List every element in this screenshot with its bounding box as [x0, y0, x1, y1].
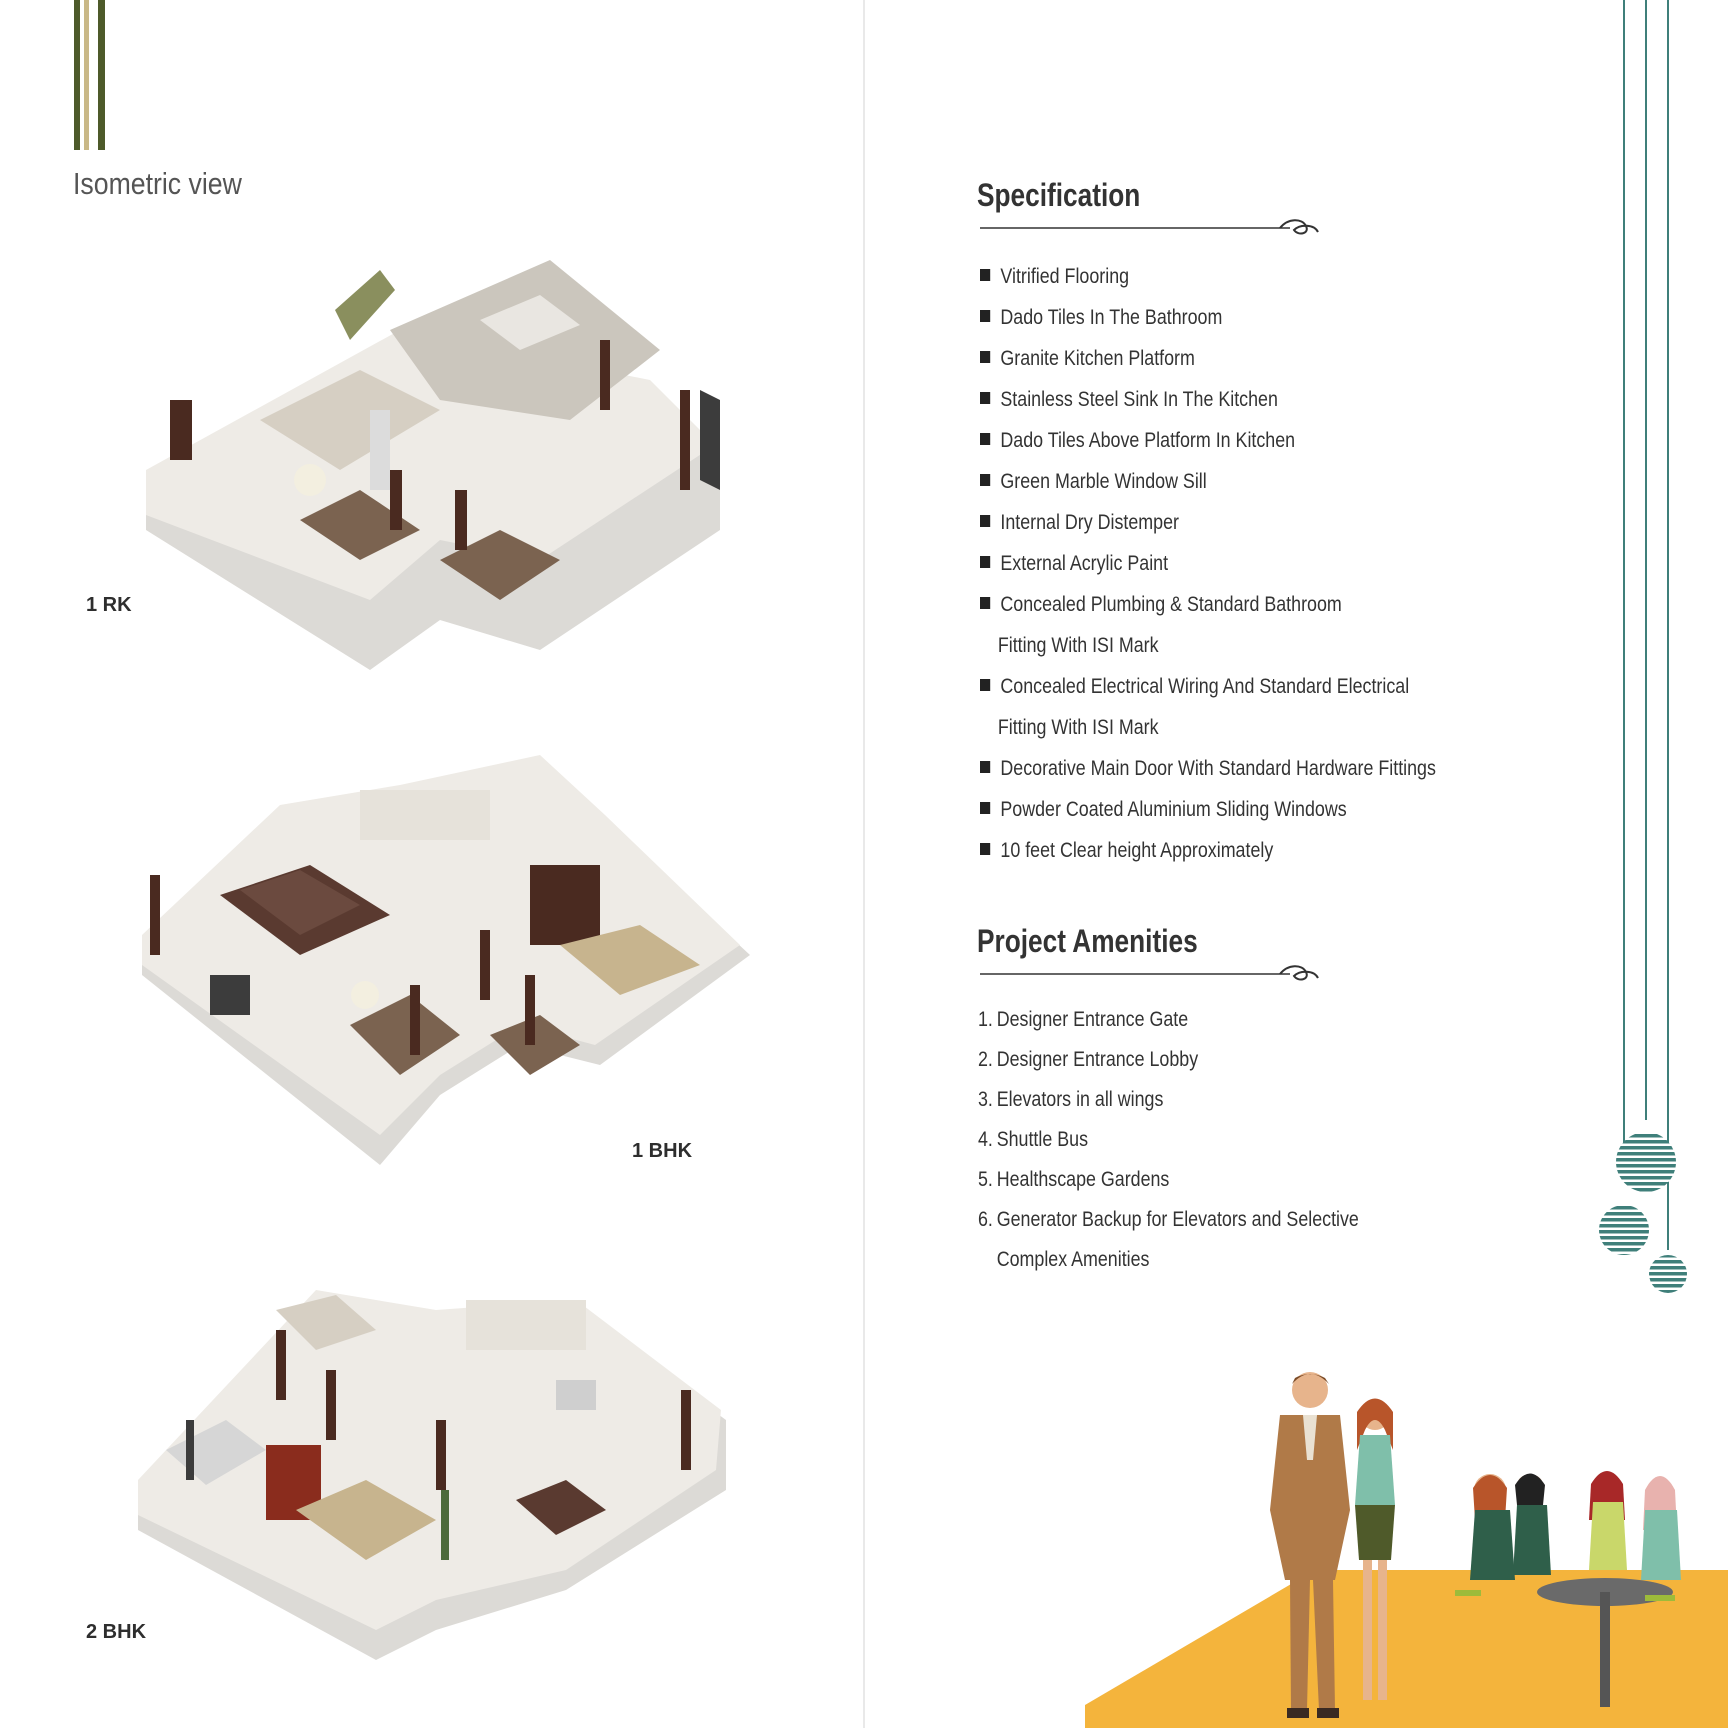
amenity-item: 3. Elevators in all wings: [978, 1088, 1164, 1111]
striped-globe-icon: [1599, 1205, 1649, 1255]
spec-item: Green Marble Window Sill: [980, 461, 1422, 502]
isometric-view-title: Isometric view: [73, 166, 242, 201]
square-bullet-icon: [980, 515, 990, 527]
amenities-rule-ornament: [980, 960, 1320, 984]
plan-label-1bhk: 1 BHK: [632, 1140, 693, 1162]
square-bullet-icon: [980, 556, 990, 568]
bar-olive-2: [98, 0, 105, 150]
striped-globe-icon: [1649, 1255, 1687, 1293]
plan-label-2bhk: 2 BHK: [86, 1621, 147, 1643]
amenity-item: 1. Designer Entrance Gate: [978, 1008, 1189, 1031]
bar-olive-1: [74, 0, 80, 150]
decorative-bars: [74, 0, 108, 150]
square-bullet-icon: [980, 269, 990, 281]
spec-item: Decorative Main Door With Standard Hardware Fittings: [980, 748, 1422, 789]
plan-label-1rk: 1 RK: [86, 594, 132, 616]
amenity-item: 6. Generator Backup for Elevators and Selective Complex Amenities: [978, 1208, 1359, 1271]
floor-plan-1bhk-illustration: [140, 755, 750, 1165]
square-bullet-icon: [980, 351, 990, 363]
square-bullet-icon: [980, 843, 990, 855]
spec-item: 10 feet Clear height Approximately: [980, 830, 1422, 871]
spec-item: External Acrylic Paint: [980, 543, 1422, 584]
square-bullet-icon: [980, 802, 990, 814]
amenity-item: 4. Shuttle Bus: [978, 1128, 1088, 1151]
bar-gold: [84, 0, 89, 150]
floor-plan-2bhk: [136, 1290, 736, 1660]
spec-item: Stainless Steel Sink In The Kitchen: [980, 379, 1422, 420]
spec-item: Concealed Electrical Wiring And Standard Electrical Fitting With ISI Mark: [980, 666, 1422, 748]
specification-heading: Specification: [977, 177, 1141, 213]
floor-plan-2bhk-illustration: [136, 1290, 736, 1660]
spec-item: Granite Kitchen Platform: [980, 338, 1422, 379]
spec-item: Internal Dry Distemper: [980, 502, 1422, 543]
square-bullet-icon: [980, 597, 990, 609]
square-bullet-icon: [980, 310, 990, 322]
spec-item: Dado Tiles Above Platform In Kitchen: [980, 420, 1422, 461]
amenities-heading: Project Amenities: [977, 923, 1198, 959]
specification-rule-ornament: [980, 214, 1320, 238]
spec-item: Concealed Plumbing & Standard Bathroom Fitting With ISI Mark: [980, 584, 1422, 666]
square-bullet-icon: [980, 433, 990, 445]
striped-globe-icon: [1616, 1132, 1676, 1192]
square-bullet-icon: [980, 392, 990, 404]
spec-item: Dado Tiles In The Bathroom: [980, 297, 1422, 338]
floor-plan-1rk-illustration: [140, 230, 730, 670]
square-bullet-icon: [980, 761, 990, 773]
amenities-list: [978, 1000, 1498, 1280]
spec-item: Vitrified Flooring: [980, 256, 1422, 297]
square-bullet-icon: [980, 474, 990, 486]
people-illustration: [1085, 1370, 1728, 1728]
amenity-item: 2. Designer Entrance Lobby: [978, 1048, 1199, 1071]
square-bullet-icon: [980, 679, 990, 691]
specification-list: [980, 256, 1500, 871]
amenity-item: 5. Healthscape Gardens: [978, 1168, 1170, 1191]
spec-item: Powder Coated Aluminium Sliding Windows: [980, 789, 1422, 830]
hanging-lights-decoration: [1588, 0, 1728, 1320]
floor-plan-1bhk: [140, 755, 750, 1165]
floor-plan-1rk: [140, 230, 730, 670]
